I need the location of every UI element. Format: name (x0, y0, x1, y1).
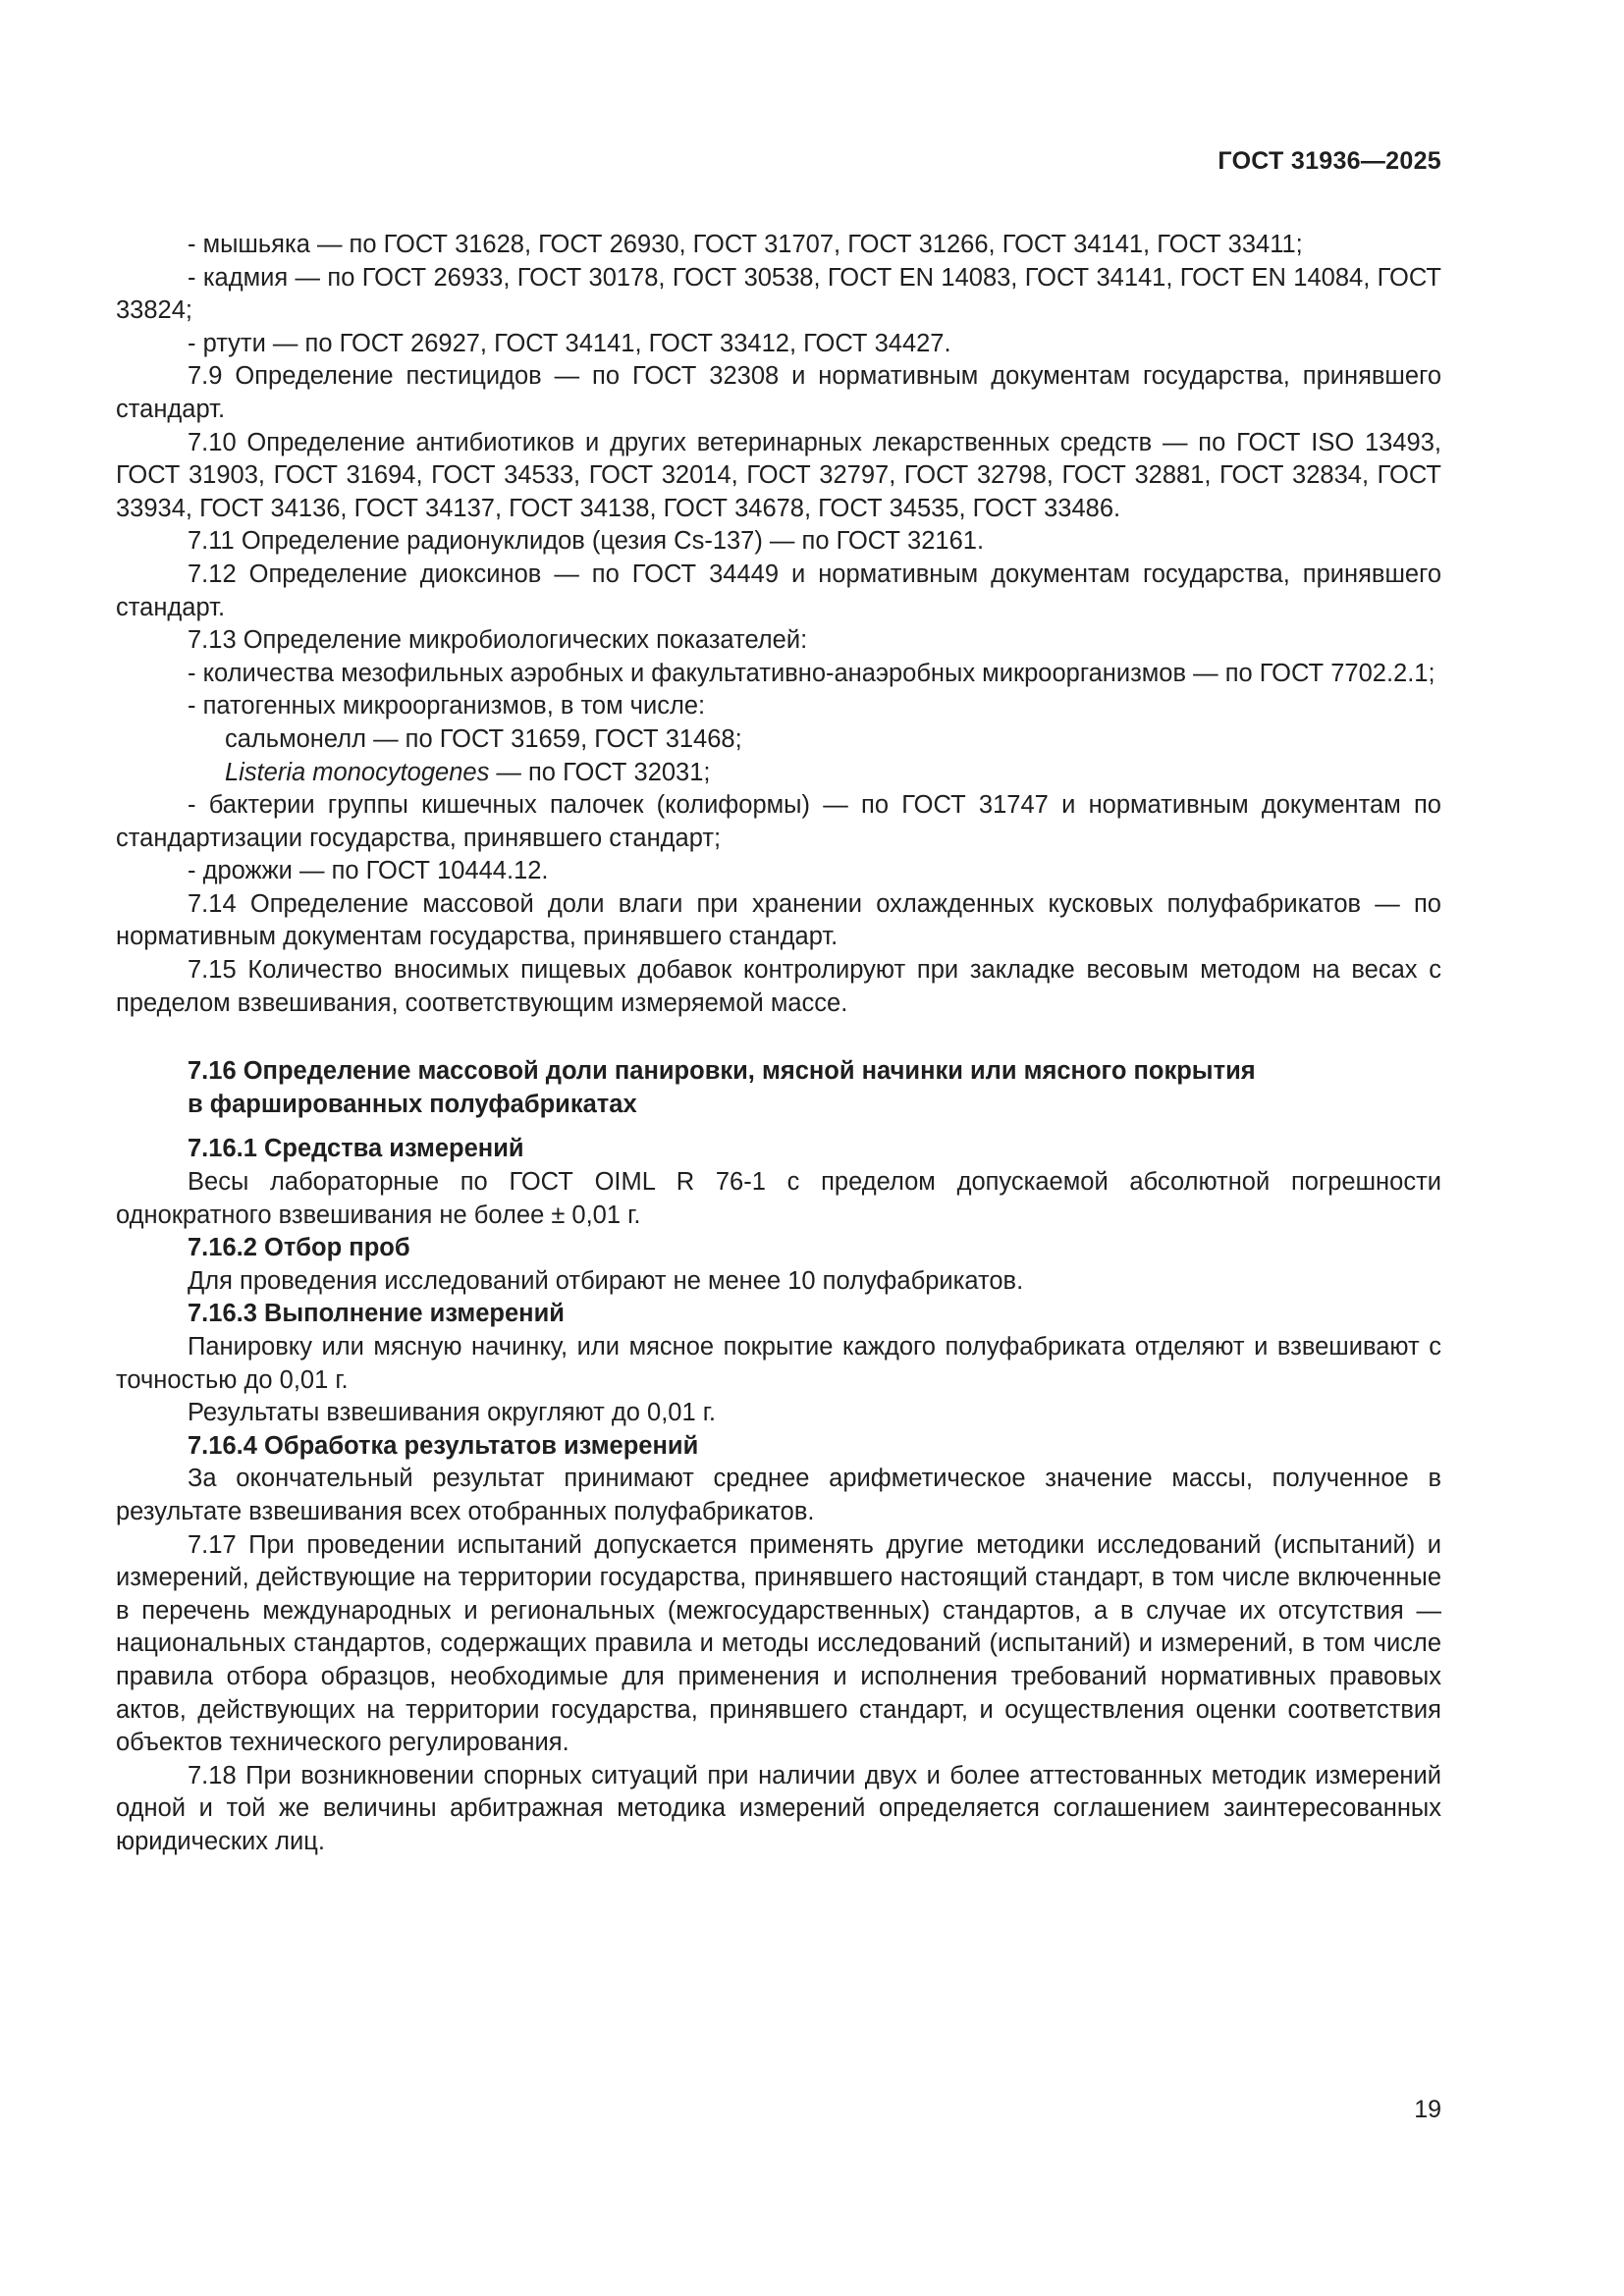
clause-7-16-3-text: Панировку или мясную начинку, или мясное покрытие каждого полуфабриката отделяют и взвешивают с точностью до 0,01 г. (116, 1333, 1441, 1394)
clause-7-18: 7.18 При возникновении спорных ситуаций при наличии двух и более аттестованных методик измерений одной и той же величины арбитражная методика измерений определяется соглашением заинтересованных юридических лиц. (116, 1761, 1441, 1855)
list-item-coliforms: - бактерии группы кишечных палочек (колиформы) — по ГОСТ 31747 и нормативным документам по стандартизации государства, принявшего стандарт; (116, 791, 1441, 852)
clause-7-16-2-text: Для проведения исследований отбирают не менее 10 полуфабрикатов. (188, 1266, 1024, 1295)
page-number: 19 (1414, 2096, 1441, 2123)
clause-7-16-4-text: За окончательный результат принимают среднее арифметическое значение массы, полученное в результате взвешивания всех отобранных полуфабрикатов. (116, 1465, 1441, 1525)
subheading-7-16-1: 7.16.1 Средства измерений (188, 1135, 524, 1163)
clause-7-10: 7.10 Определение антибиотиков и других ветеринарных лекарственных средств — по ГОСТ ISO 13493, ГОСТ 31903, ГОСТ 31694, ГОСТ 34533, ГОСТ 32014, ГОСТ 32797, ГОСТ 32798, ГОСТ 32881, ГОСТ 32834, ГОСТ 33934, ГОСТ 34136, ГОСТ 34137, ГОСТ 34138, ГОСТ 34678, ГОСТ 34535, ГОСТ 33486. (116, 428, 1441, 522)
list-item-arsenic: - мышьяка — по ГОСТ 31628, ГОСТ 26930, ГОСТ 31707, ГОСТ 31266, ГОСТ 34141, ГОСТ 33411; (188, 231, 1303, 258)
list-item-yeast: - дрожжи — по ГОСТ 10444.12. (188, 857, 549, 885)
clause-7-13: 7.13 Определение микробиологических показателей: (188, 626, 808, 655)
listeria-reference: — по ГОСТ 32031; (489, 758, 711, 786)
clause-7-12: 7.12 Определение диоксинов — по ГОСТ 34449 и нормативным документам государства, принявшего стандарт. (116, 560, 1441, 621)
document-header-id: ГОСТ 31936—2025 (1218, 147, 1441, 175)
list-item-pathogenic: - патогенных микроорганизмов, в том числе: (188, 692, 706, 721)
subheading-7-16-2: 7.16.2 Отбор проб (188, 1234, 410, 1262)
section-heading-7-16-line2: в фаршированных полуфабрикатах (188, 1090, 637, 1118)
section-heading-7-16-line1: 7.16 Определение массовой доли панировки, мясной начинки или мясного покрытия (188, 1057, 1256, 1086)
list-item-salmonella: сальмонелл — по ГОСТ 31659, ГОСТ 31468; (225, 724, 742, 753)
clause-7-14: 7.14 Определение массовой доли влаги при хранении охлажденных кусковых полуфабрикатов — по нормативным документам государства, принявшего стандарт. (116, 889, 1441, 951)
clause-7-11: 7.11 Определение радионуклидов (цезия Cs-137) — по ГОСТ 32161. (188, 527, 985, 556)
document-body (116, 229, 1441, 1859)
listeria-species-name: Listeria monocytogenes (225, 758, 490, 786)
clause-7-16-1-text: Весы лабораторные по ГОСТ OIML R 76-1 с пределом допускаемой абсолютной погрешности однократного взвешивания не более ± 0,01 г. (116, 1168, 1441, 1229)
section-heading-7-16 (188, 1055, 1441, 1121)
list-item-listeria (116, 757, 1441, 790)
clause-7-16-3-rounding: Результаты взвешивания округляют до 0,01 г. (188, 1399, 717, 1427)
list-item-cadmium: - кадмия — по ГОСТ 26933, ГОСТ 30178, ГОСТ 30538, ГОСТ EN 14083, ГОСТ 34141, ГОСТ EN 14084, ГОСТ 33824; (116, 263, 1441, 325)
list-item-mesophilic: - количества мезофильных аэробных и факультативно-анаэробных микроорганизмов — по ГОСТ 7702.2.1; (188, 659, 1435, 687)
clause-7-15: 7.15 Количество вносимых пищевых добавок контролируют при закладке весовым методом на весах с пределом взвешивания, соответствующим измеряемой массе. (116, 956, 1441, 1017)
clause-7-9: 7.9 Определение пестицидов — по ГОСТ 32308 и нормативным документам государства, принявшего стандарт. (116, 362, 1441, 423)
subheading-7-16-4: 7.16.4 Обработка результатов измерений (188, 1431, 699, 1460)
subheading-7-16-3: 7.16.3 Выполнение измерений (188, 1300, 565, 1328)
list-item-mercury: - ртути — по ГОСТ 26927, ГОСТ 34141, ГОСТ 33412, ГОСТ 34427. (188, 329, 951, 357)
clause-7-17: 7.17 При проведении испытаний допускается применять другие методики исследований (испытаний) и измерений, действующие на территории государства, принявшего настоящий стандарт, в том числе включенные в перечень международных и региональных (межгосударственных) стандартов, а в случае их отсутствия — национальных стандартов, содержащих правила и методы исследований (испытаний) и измерений, в том числе правила отбора образцов, необходимые для применения и исполнения требований нормативных правовых актов, действующих на территории государства, принявшего стандарт, и осуществления оценки соответствия объектов технического регулирования. (116, 1530, 1441, 1757)
